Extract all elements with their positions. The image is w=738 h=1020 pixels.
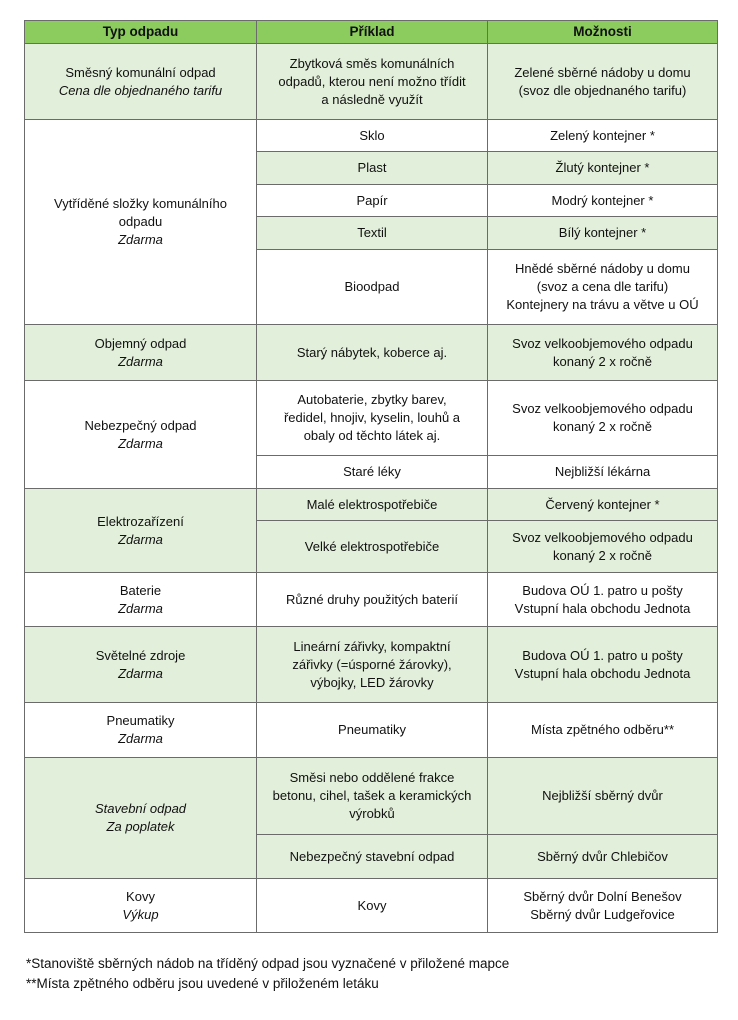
example-line: odpadů, kterou není možno třídit [278,73,466,89]
option-cell [488,250,718,325]
example-cell: Textil [257,217,488,250]
option-cell [488,573,718,627]
type-label: Baterie [119,582,162,598]
type-label: Objemný odpad [94,335,187,351]
option-cell [488,44,718,120]
option-line: konaný 2 x ročně [552,547,652,563]
option-line: konaný 2 x ročně [552,353,652,369]
header-example: Příklad [257,21,488,44]
option-line: Svoz velkoobjemového odpadu [512,335,693,351]
table-row [25,44,718,120]
option-cell: Červený kontejner * [488,489,718,521]
table-row [25,325,718,381]
option-line: (svoz a cena dle tarifu) [536,279,669,294]
example-cell: Papír [257,185,488,217]
example-line: výrobků [349,806,395,821]
example-cell: Kovy [257,879,488,933]
type-label: Světelné zdroje [95,647,186,663]
option-line: Svoz velkoobjemového odpadu [512,401,693,416]
type-cell [25,573,257,627]
example-cell: Starý nábytek, koberce aj. [257,325,488,381]
example-cell: Pneumatiky [257,703,488,758]
example-cell [257,627,488,703]
example-cell: Různé druhy použitých baterií [257,573,488,627]
type-price: Cena dle objednaného tarifu [58,82,223,98]
option-line: (svoz dle objednaného tarifu) [518,82,687,98]
example-line: Směsi nebo oddělené frakce [289,770,455,785]
example-cell: Staré léky [257,456,488,489]
option-cell: Žlutý kontejner * [488,152,718,185]
type-price: Zdarma [118,232,163,247]
type-price: Zdarma [118,600,163,616]
example-cell: Malé elektrospotřebiče [257,489,488,521]
option-cell [488,521,718,573]
option-line: Sběrný dvůr Ludgeřovice [530,906,675,922]
example-cell: Bioodpad [257,250,488,325]
option-cell: Nejbližší sběrný dvůr [488,758,718,835]
option-cell [488,627,718,703]
table-row [25,120,718,152]
option-line: Zelené sběrné nádoby u domu [514,64,691,80]
type-label: Stavební odpad [94,801,187,816]
footnote-collection-points: **Místa zpětného odběru jsou uvedené v přiloženém letáku [26,976,379,991]
option-cell: Modrý kontejner * [488,185,718,217]
option-line: Budova OÚ 1. patro u pošty [522,582,683,598]
option-cell: Místa zpětného odběru** [488,703,718,758]
type-price: Zdarma [118,353,163,369]
type-price: Zdarma [118,731,163,746]
example-line: Lineární zářivky, kompaktní [293,638,451,654]
type-price: Zdarma [118,435,163,451]
option-line: Sběrný dvůr Dolní Benešov [523,888,682,904]
example-line: ředidel, hnojiv, kyselin, louhů a [283,410,461,425]
option-cell [488,381,718,456]
header-options: Možnosti [488,21,718,44]
example-line: Zbytková směs komunálních [289,55,455,71]
type-cell [25,758,257,879]
option-cell: Sběrný dvůr Chlebičov [488,835,718,879]
option-cell: Nejbližší lékárna [488,456,718,489]
option-cell [488,325,718,381]
example-line: výbojky, LED žárovky [310,674,434,690]
type-label: Nebezpečný odpad [84,417,197,433]
type-label: Elektrozařízení [97,513,184,529]
option-line: Budova OÚ 1. patro u pošty [522,647,683,663]
example-cell: Nebezpečný stavební odpad [257,835,488,879]
table-row [25,703,718,758]
table-row [25,879,718,933]
table-row [25,627,718,703]
waste-table [24,20,718,933]
type-cell [25,325,257,381]
example-line: Autobaterie, zbytky barev, [297,392,447,407]
option-line: Kontejnery na trávu a větve u OÚ [506,297,699,312]
header-row [25,21,718,44]
type-label: Vytříděné složky komunálního [54,196,227,211]
type-cell [25,703,257,758]
type-label: odpadu [118,214,163,229]
type-cell [25,44,257,120]
example-cell: Velké elektrospotřebiče [257,521,488,573]
example-line: zářivky (=úsporné žárovky), [292,656,452,672]
type-price: Za poplatek [106,819,175,834]
option-line: Vstupní hala obchodu Jednota [514,600,691,616]
option-cell [488,879,718,933]
footnote-containers: *Stanoviště sběrných nádob na tříděný odpad jsou vyznačené v přiložené mapce [26,956,510,971]
table-row [25,489,718,521]
example-line: obaly od těchto látek aj. [303,428,441,443]
type-cell [25,627,257,703]
type-label: Kovy [126,888,155,904]
table-row [25,381,718,456]
example-line: betonu, cihel, tašek a keramických [272,788,472,803]
table-row [25,573,718,627]
example-line: a následně využít [321,91,423,107]
type-price: Zdarma [118,665,163,681]
example-cell [257,381,488,456]
table-row [25,758,718,835]
type-cell [25,489,257,573]
type-price: Výkup [122,906,159,922]
example-cell: Plast [257,152,488,185]
example-cell: Sklo [257,120,488,152]
option-line: Hnědé sběrné nádoby u domu [515,261,690,276]
type-cell [25,120,257,325]
type-label: Pneumatiky [106,713,175,728]
option-cell: Zelený kontejner * [488,120,718,152]
option-cell: Bílý kontejner * [488,217,718,250]
example-cell [257,758,488,835]
header-type: Typ odpadu [25,21,257,44]
option-line: Svoz velkoobjemového odpadu [512,529,693,545]
example-cell [257,44,488,120]
type-label: Směsný komunální odpad [65,64,216,80]
footnotes [26,954,509,994]
type-price: Zdarma [118,531,163,547]
type-cell [25,381,257,489]
option-line: Vstupní hala obchodu Jednota [514,665,691,681]
option-line: konaný 2 x ročně [552,419,652,434]
type-cell [25,879,257,933]
